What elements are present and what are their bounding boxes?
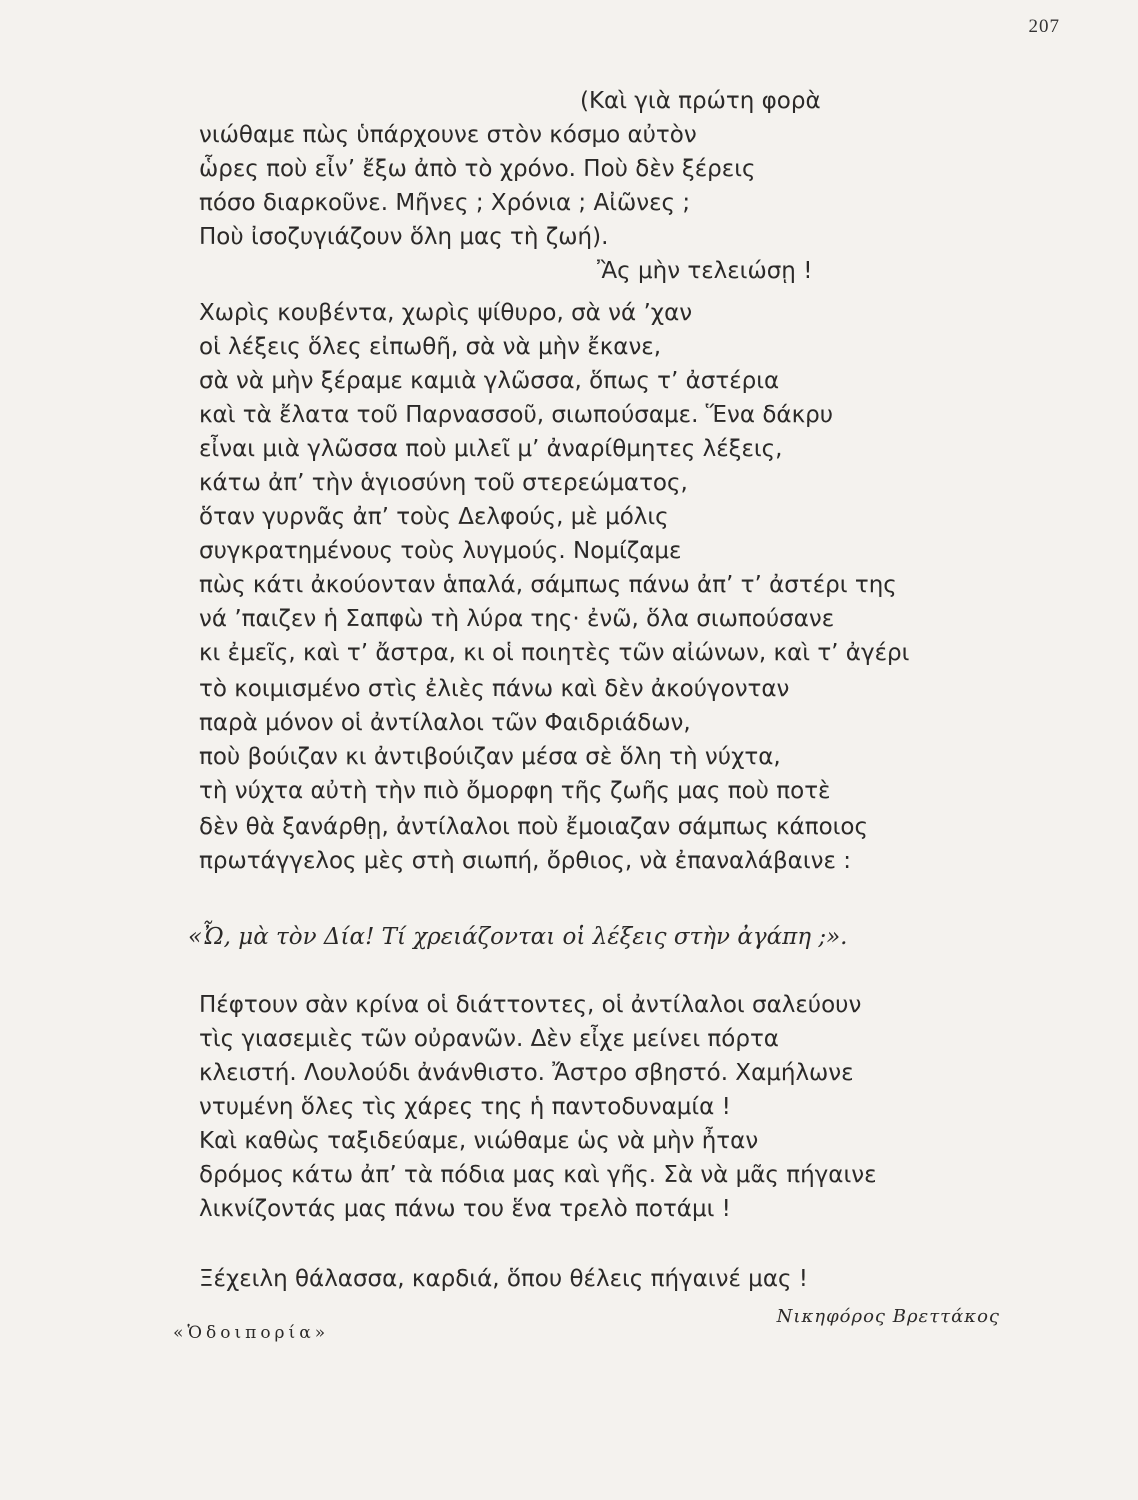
source-title: «Ὁδοιπορία» [173,1323,330,1343]
poem-line: νά ’παιζεν ἡ Σαπφὼ τὴ λύρα της· ἐνῶ, ὅλα σιωπούσανε [199,606,835,632]
poem-line: κλειστή. Λουλούδι ἀνάνθιστο. Ἄστρο σβηστό. Χαμήλωνε [199,1060,854,1086]
poem-line: Ξέχειλη θάλασσα, καρδιά, ὅπου θέλεις πήγαινέ μας ! [199,1266,809,1292]
quote-line: «Ὦ, μὰ τὸν Δία! Τί χρειάζονται οἱ λέξεις στὴν ἀγάπη ;». [188,924,848,950]
poem-line: εἶναι μιὰ γλῶσσα ποὺ μιλεῖ μ’ ἀναρίθμητες λέξεις, [199,436,783,462]
poem-line: πόσο διαρκοῦνε. Μῆνες ; Χρόνια ; Αἰῶνες ; [199,190,691,216]
poem-line: δὲν θὰ ξανάρθῃ, ἀντίλαλοι ποὺ ἔμοιαζαν σάμπως κάποιος [199,814,868,840]
poem-line: τὶς γιασεμιὲς τῶν οὐρανῶν. Δὲν εἶχε μείνει πόρτα [199,1026,779,1052]
poem-line: Ἂς μὴν τελειώσῃ ! [597,258,813,284]
page-number: 207 [1028,16,1060,37]
poem-line: ποὺ βούιζαν κι ἀντιβούιζαν μέσα σὲ ὅλη τὴ νύχτα, [199,744,781,770]
poem-line: κάτω ἀπ’ τὴν ἁγιοσύνη τοῦ στερεώματος, [199,470,688,496]
poem-line: νιώθαμε πὼς ὑπάρχουνε στὸν κόσμο αὐτὸν [199,122,697,148]
poem-line: λικνίζοντάς μας πάνω του ἕνα τρελὸ ποτάμι ! [199,1196,731,1222]
poem-line: Χωρὶς κουβέντα, χωρὶς ψίθυρο, σὰ νά ’χαν [199,300,693,326]
poem-line: οἱ λέξεις ὅλες εἰπωθῆ, σὰ νὰ μὴν ἔκανε, [199,334,662,360]
poem-line: Ποὺ ἰσοζυγιάζουν ὅλη μας τὴ ζωή). [199,224,609,250]
poem-line: δρόμος κάτω ἀπ’ τὰ πόδια μας καὶ γῆς. Σὰ νὰ μᾶς πήγαινε [199,1162,877,1188]
poem-line: Πέφτουν σὰν κρίνα οἱ διάττοντες, οἱ ἀντίλαλοι σαλεύουν [199,992,862,1018]
poem-line: πρωτάγγελος μὲς στὴ σιωπή, ὄρθιος, νὰ ἐπαναλάβαινε : [199,848,851,874]
author-name: Νικηφόρος Βρεττάκος [776,1306,1000,1327]
poem-line: τὴ νύχτα αὐτὴ τὴν πιὸ ὄμορφη τῆς ζωῆς μας ποὺ ποτὲ [199,778,831,804]
poem-line: συγκρατημένους τοὺς λυγμούς. Νομίζαμε [199,538,682,564]
poem-line: ὅταν γυρνᾶς ἀπ’ τοὺς Δελφούς, μὲ μόλις [199,504,669,530]
poem-line: ὧρες ποὺ εἶν’ ἔξω ἀπὸ τὸ χρόνο. Ποὺ δὲν ξέρεις [199,156,756,182]
poem-line: καὶ τὰ ἔλατα τοῦ Παρνασσοῦ, σιωπούσαμε. Ἕνα δάκρυ [199,402,834,428]
poem-line: τὸ κοιμισμένο στὶς ἐλιὲς πάνω καὶ δὲν ἀκούγονταν [199,676,790,702]
poem-line: πὼς κάτι ἀκούονταν ἁπαλά, σάμπως πάνω ἀπ’ τ’ ἀστέρι της [199,572,897,598]
poem-line: σὰ νὰ μὴν ξέραμε καμιὰ γλῶσσα, ὅπως τ’ ἀστέρια [199,368,780,394]
poem-line: Καὶ καθὼς ταξιδεύαμε, νιώθαμε ὡς νὰ μὴν ἦταν [199,1128,759,1154]
poem-line: κι ἐμεῖς, καὶ τ’ ἄστρα, κι οἱ ποιητὲς τῶν αἰώνων, καὶ τ’ ἀγέρι [199,640,910,666]
poem-line: παρὰ μόνον οἱ ἀντίλαλοι τῶν Φαιδριάδων, [199,710,691,736]
poem-line: (Καὶ γιὰ πρώτη φορὰ [580,88,821,114]
poem-line: ντυμένη ὅλες τὶς χάρες της ἡ παντοδυναμία ! [199,1094,731,1120]
